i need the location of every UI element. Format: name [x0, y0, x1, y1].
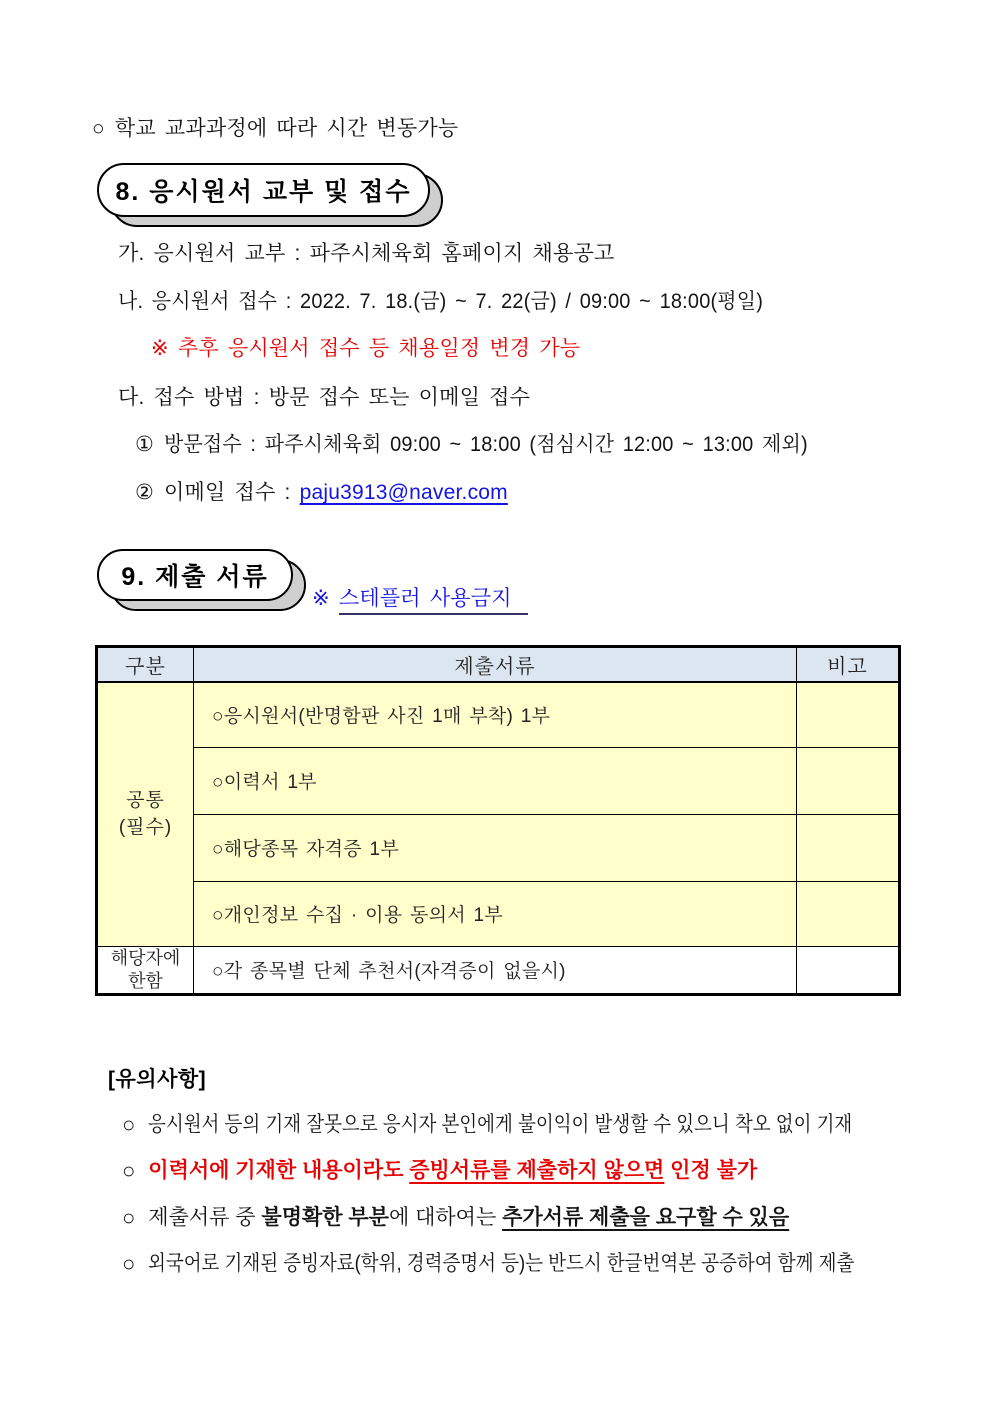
section-8-title: 8. 응시원서 교부 및 접수 [115, 178, 412, 206]
notice-text-red: 이력서에 기재한 내용이라도 증빙서류를 제출하지 않으면 인정 불가 [148, 1159, 758, 1182]
stapler-note-line [312, 582, 528, 612]
header-box-face [97, 549, 293, 601]
document-cell: ○해당종목 자격증 1부 [194, 814, 797, 881]
table-row [97, 814, 900, 881]
circle-bullet-icon: ○ [92, 117, 105, 140]
remarks-cell [797, 682, 900, 747]
table-row [97, 881, 900, 946]
stapler-ban-link[interactable]: 스테플러 사용금지 [339, 587, 528, 615]
notice-text: 외국어로 기재된 증빙자료(학위, 경력증명서 등)는 반드시 한글번역본 공증하여 함께 제출 [148, 1252, 855, 1275]
column-header-remarks: 비고 [797, 647, 900, 683]
column-header-category: 구분 [97, 647, 194, 683]
remarks-cell [797, 747, 900, 814]
required-documents-table [95, 645, 901, 996]
table-header-row [97, 647, 900, 683]
remarks-cell [797, 946, 900, 994]
email-reception-line [135, 476, 508, 506]
remarks-cell [797, 881, 900, 946]
reference-mark-icon: ※ [312, 587, 339, 610]
email-link[interactable]: paju3913@naver.com [299, 481, 508, 504]
group-label-line: 한함 [128, 970, 163, 991]
notices-heading: [유의사항] [108, 1068, 207, 1091]
group-label-line: 해당자에 [110, 947, 181, 968]
group-label-line: 공통 [126, 790, 165, 812]
table-row [97, 747, 900, 814]
table-row [97, 946, 900, 994]
table-row [97, 682, 900, 747]
item-na-text: 나. 응시원서 접수 : 2022. 7. 18.(금) ~ 7. 22(금) / 09:00 ~ 18:00(평일) [118, 290, 764, 313]
column-header-documents: 제출서류 [194, 647, 797, 683]
document-cell: ○개인정보 수집 · 이용 동의서 1부 [194, 881, 797, 946]
notice-item-2 [122, 1154, 757, 1184]
visit-reception-text: 방문접수 : 파주시체육회 09:00 ~ 18:00 (점심시간 12:00 ~ 13:00 제외) [164, 433, 808, 456]
document-cell: ○각 종목별 단체 추천서(자격증이 없을시) [194, 946, 797, 994]
item-na-line [118, 285, 797, 315]
item-da-line: 다. 접수 방법 : 방문 접수 또는 이메일 접수 [118, 386, 531, 409]
notice-item-3 [122, 1201, 789, 1231]
section-9-title: 9. 제출 서류 [121, 563, 269, 591]
notice-item-4 [122, 1247, 951, 1277]
intro-text: 학교 교과과정에 따라 시간 변동가능 [114, 117, 459, 140]
underlined-warning: 증빙서류를 제출하지 않으면 [409, 1159, 665, 1182]
document-cell: ○이력서 1부 [194, 747, 797, 814]
remarks-cell [797, 814, 900, 881]
document-cell: ○응시원서(반명함판 사진 1매 부착) 1부 [194, 682, 797, 747]
circled-two-icon: ② [135, 481, 155, 504]
section-8-header-box [97, 163, 430, 217]
red-note-line: ※ 추후 응시원서 접수 등 채용일정 변경 가능 [151, 337, 581, 360]
section-9-header-box [97, 549, 293, 601]
group-label-special [97, 946, 194, 994]
item-ga-line: 가. 응시원서 교부 : 파주시체육회 홈페이지 채용공고 [118, 242, 615, 265]
notice-text: 제출서류 중 불명확한 부분에 대하여는 추가서류 제출을 요구할 수 있음 [148, 1206, 790, 1229]
email-reception-label: 이메일 접수 : [164, 481, 291, 504]
visit-reception-line [135, 428, 842, 458]
circle-bullet-icon: ○ [122, 1205, 136, 1230]
header-box-face [97, 163, 430, 217]
underlined-requirement: 추가서류 제출을 요구할 수 있음 [502, 1206, 790, 1229]
circle-bullet-icon: ○ [122, 1112, 136, 1137]
notice-item-1 [122, 1108, 949, 1138]
circle-bullet-icon: ○ [122, 1251, 136, 1276]
intro-bullet-line [92, 112, 458, 142]
notice-text: 응시원서 등의 기재 잘못으로 응시자 본인에게 불이익이 발생할 수 있으니 착오 없이 기재 [148, 1113, 853, 1136]
group-label-line: (필수) [118, 817, 173, 839]
group-label-common [97, 682, 194, 946]
circle-bullet-icon: ○ [122, 1158, 136, 1183]
circled-one-icon: ① [135, 433, 155, 456]
